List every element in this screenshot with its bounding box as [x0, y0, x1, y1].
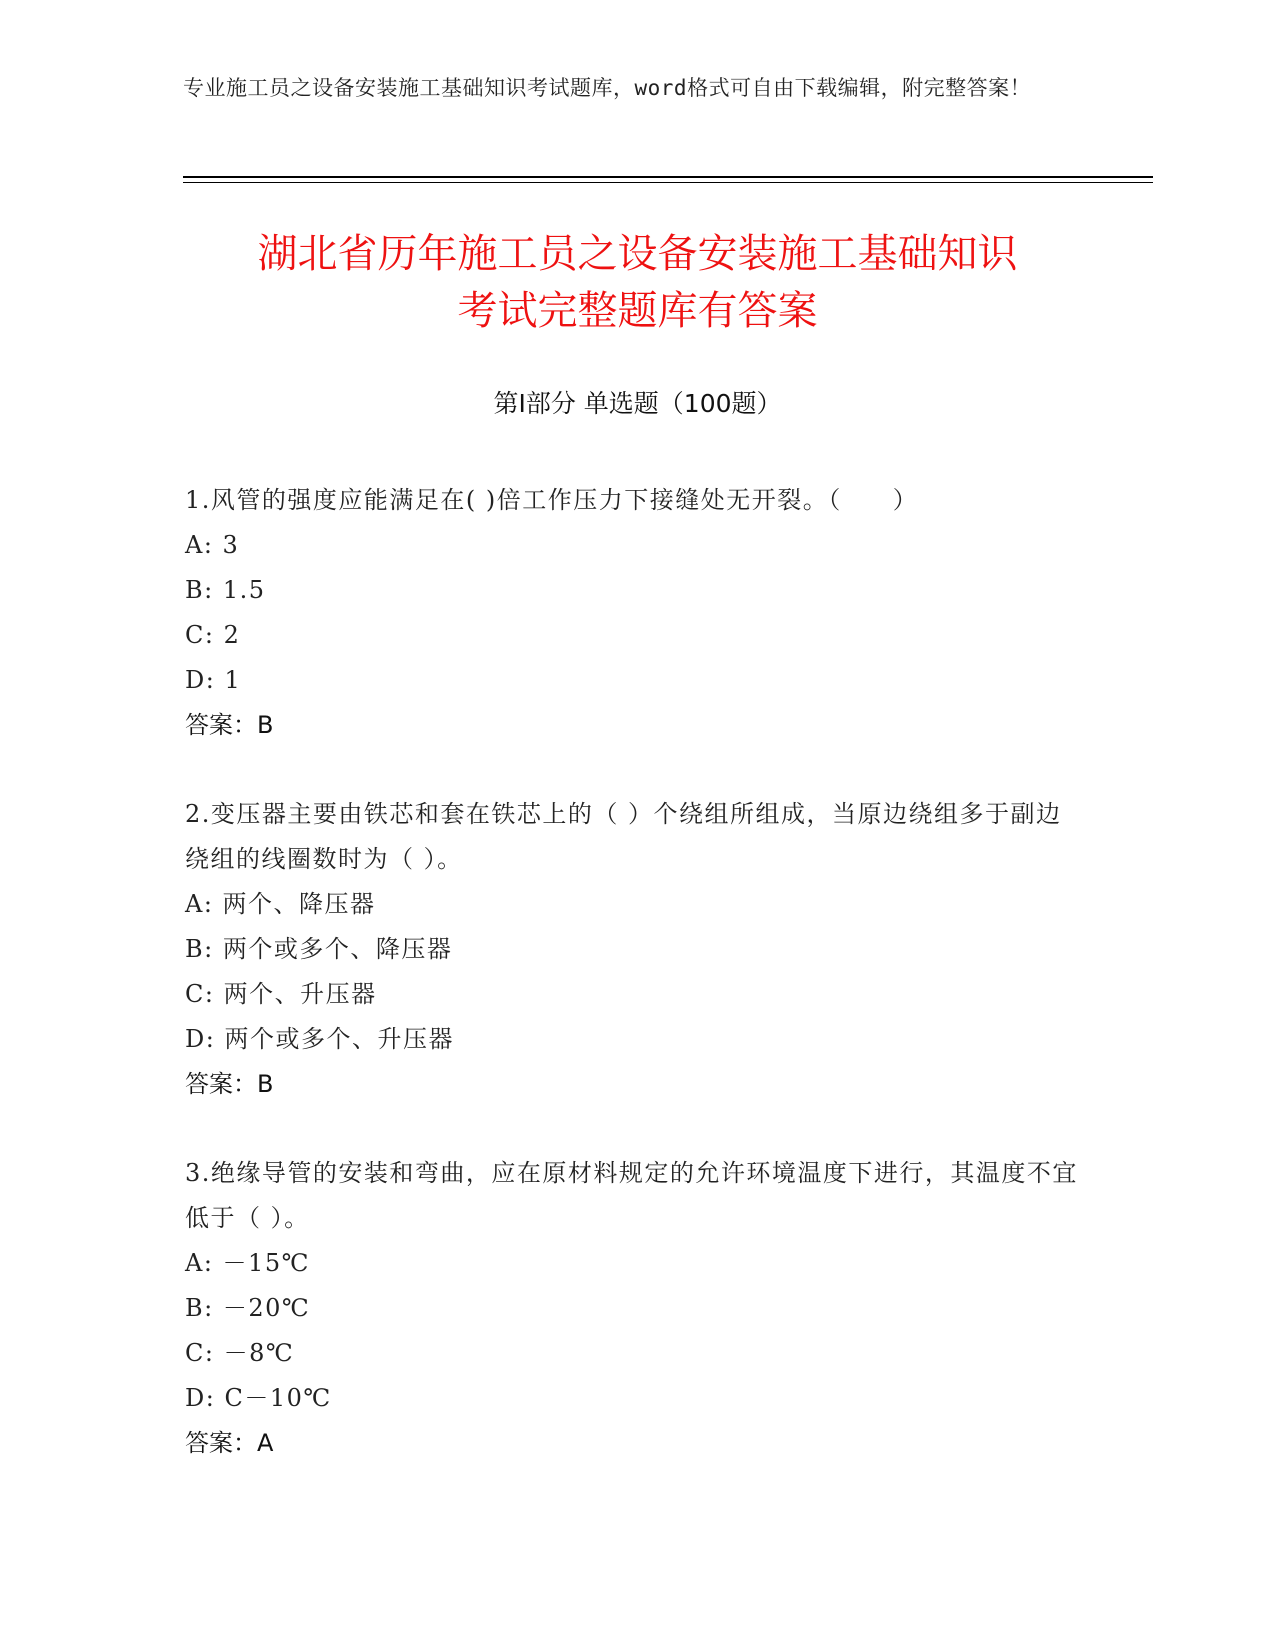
header-divider-thin	[183, 182, 1153, 183]
option-c: C: 两个、升压器	[185, 980, 377, 1008]
header-divider-thick	[183, 176, 1153, 178]
section-heading: 第Ⅰ部分 单选题（100题）	[493, 389, 782, 418]
option-d: D: 两个或多个、升压器	[185, 1025, 454, 1053]
question-stem: 3.绝缘导管的安装和弯曲，应在原材料规定的允许环境温度下进行，其温度不宜低于（ ）。	[185, 1159, 1078, 1232]
question-stem: 1.风管的强度应能满足在( )倍工作压力下接缝处无开裂。（ ）	[185, 486, 919, 514]
option-c: C: －8℃	[185, 1339, 295, 1367]
option-a: A: 两个、降压器	[185, 890, 376, 918]
option-b: B: 1.5	[185, 576, 266, 604]
option-d: D: 1	[185, 666, 242, 694]
option-a: A: 3	[185, 531, 240, 559]
question-list	[185, 478, 1085, 1510]
answer: 答案：A	[185, 1429, 274, 1457]
question-2	[185, 792, 1085, 1107]
option-c: C: 2	[185, 621, 241, 649]
question-3	[185, 1151, 1085, 1466]
option-b: B: －20℃	[185, 1294, 311, 1322]
header-note: 专业施工员之设备安装施工基础知识考试题库，word格式可自由下载编辑，附完整答案！	[183, 76, 1032, 100]
document-title-line-2: 考试完整题库有答案	[457, 288, 818, 334]
question-1	[185, 478, 1085, 748]
answer: 答案：B	[185, 1070, 274, 1098]
document-title	[0, 226, 1275, 340]
question-stem: 2.变压器主要由铁芯和套在铁芯上的（ ）个绕组所组成，当原边绕组多于副边绕组的线圈数时为（ ）。	[185, 800, 1062, 873]
option-d: D: C－10℃	[185, 1384, 332, 1412]
option-a: A: －15℃	[185, 1249, 310, 1277]
option-b: B: 两个或多个、降压器	[185, 935, 453, 963]
answer: 答案：B	[185, 711, 274, 739]
document-title-line-1: 湖北省历年施工员之设备安装施工基础知识	[257, 231, 1018, 277]
